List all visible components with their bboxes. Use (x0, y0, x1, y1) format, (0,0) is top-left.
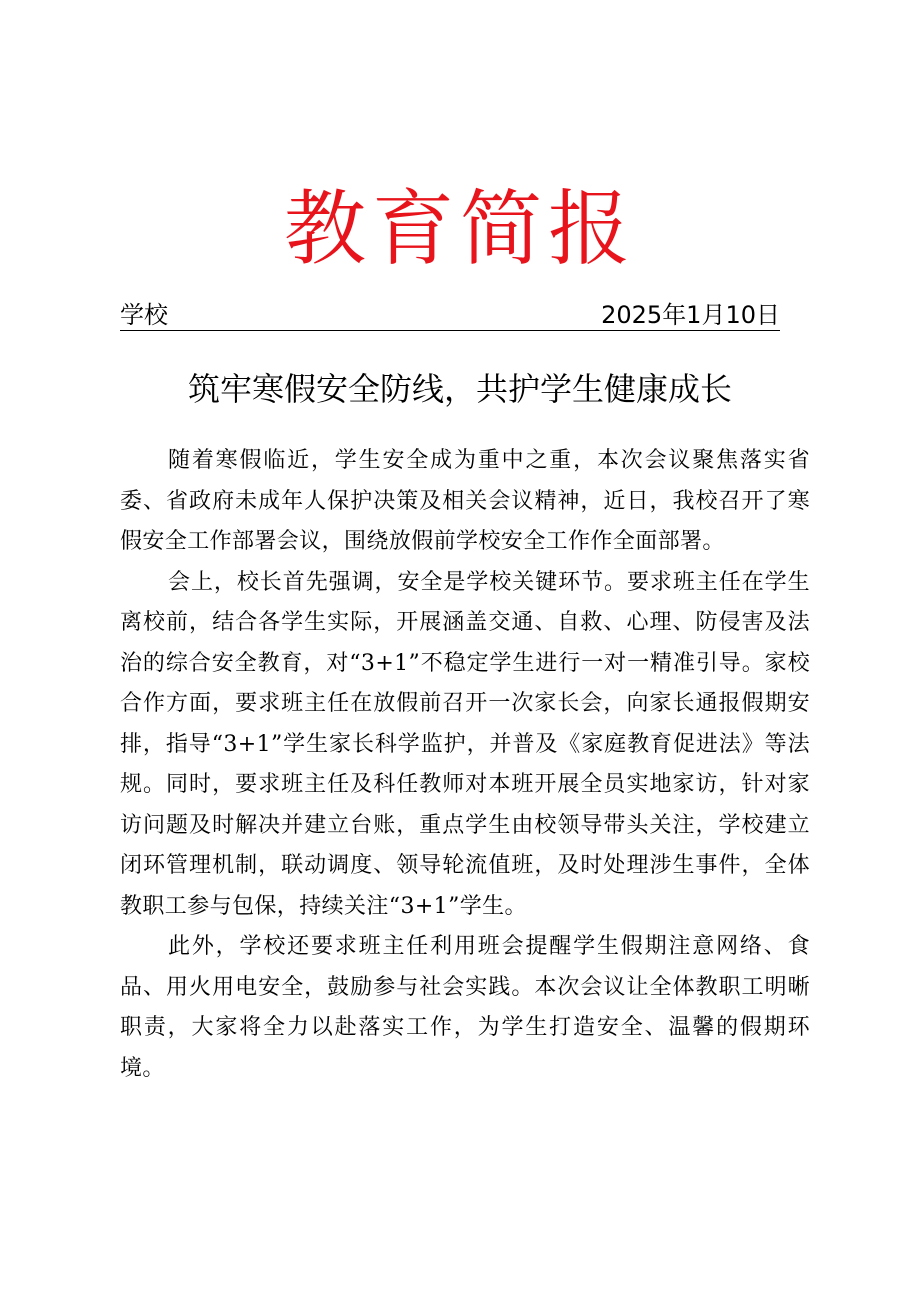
school-label: 学校 (120, 301, 168, 329)
issue-date: 2025年1月10日 (601, 301, 780, 329)
meta-line (120, 300, 780, 331)
article-paragraph: 会上，校长首先强调，安全是学校关键环节。要求班主任在学生离校前，结合各学生实际，开展涵盖交通、自救、心理、防侵害及法治的综合安全教育，对“3+1”不稳定学生进行一对一精准引导。家校合作方面，要求班主任在放假前召开一次家长会，向家长通报假期安排，指导“3+1”学生家长科学监护，并普及《家庭教育促进法》等法规。同时，要求班主任及科任教师对本班开展全员实地家访，针对家访问题及时解决并建立台账，重点学生由校领导带头关注，学校建立闭环管理机制，联动调度、领导轮流值班，及时处理涉生事件，全体教职工参与包保，持续关注“3+1”学生。 (120, 569, 810, 919)
masthead-title: 教育简报 (283, 182, 636, 277)
article-paragraph: 随着寒假临近，学生安全成为重中之重，本次会议聚焦落实省委、省政府未成年人保护决策及相关会议精神，近日，我校召开了寒假安全工作部署会议，围绕放假前学校安全工作作全面部署。 (120, 448, 810, 554)
article-headline: 筑牢寒假安全防线，共护学生健康成长 (187, 370, 732, 408)
article-body (120, 441, 810, 1089)
article-paragraph: 此外，学校还要求班主任利用班会提醒学生假期注意网络、食品、用火用电安全，鼓励参与社会实践。本次会议让全体教职工明晰职责，大家将全力以赴落实工作，为学生打造安全、温馨的假期环境。 (120, 934, 810, 1081)
